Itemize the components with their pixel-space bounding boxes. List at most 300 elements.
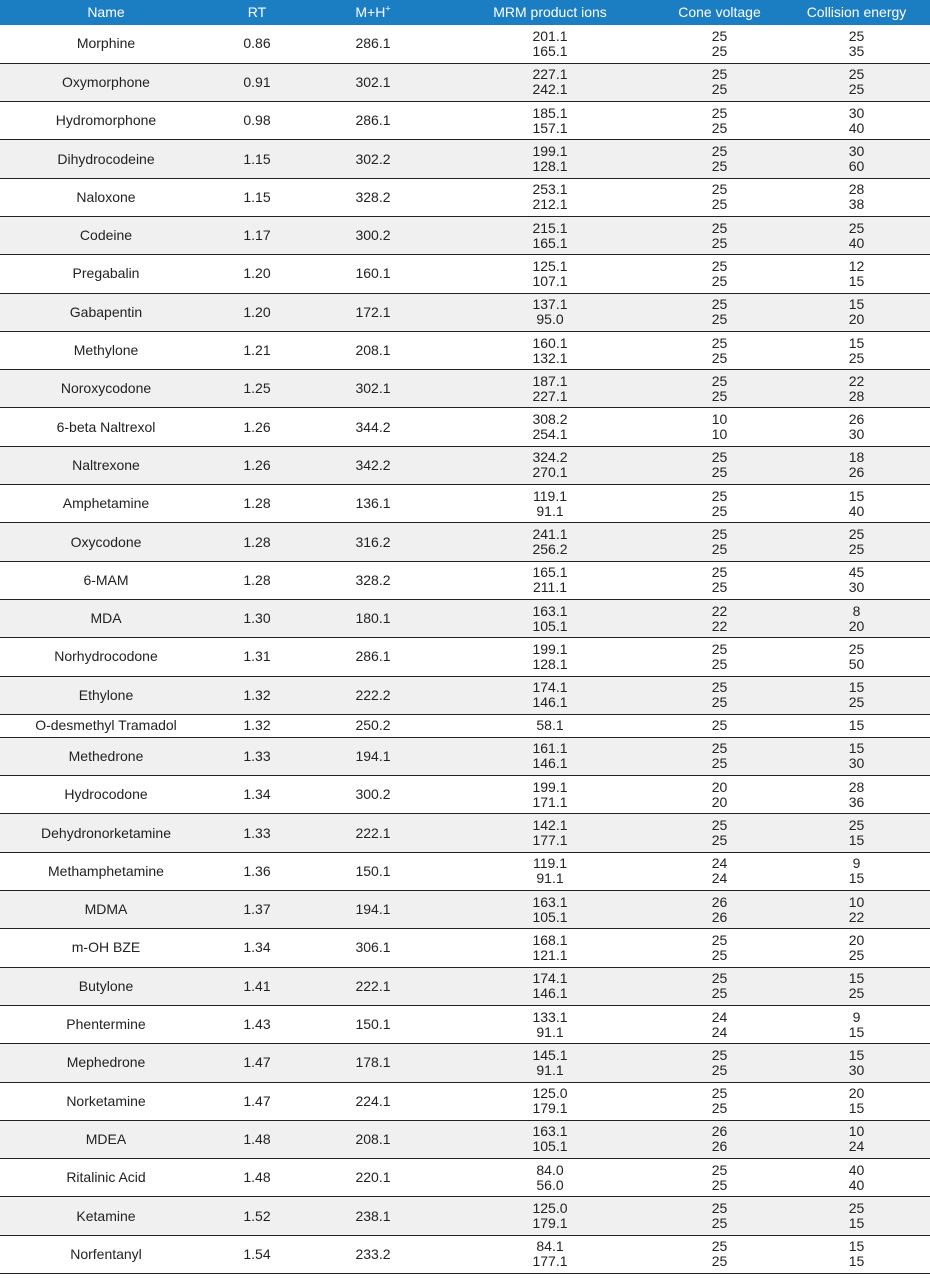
cell-rt: 1.48 [243, 1130, 271, 1147]
cell-product-ions [444, 1235, 656, 1273]
cell-value: 15 [848, 832, 865, 849]
cell-value: 212.1 [532, 196, 568, 213]
cell-value: 199.1 [532, 143, 568, 160]
cell-rt: 1.48 [243, 1169, 271, 1186]
cell-rt: 1.15 [243, 150, 271, 167]
table-row [0, 599, 930, 637]
cell-value: 324.2 [532, 449, 568, 466]
cell-rt: 1.26 [243, 418, 271, 435]
cell-mh: 302.2 [355, 150, 391, 167]
cell-rt: 1.26 [243, 456, 271, 473]
cell-value: 25 [711, 970, 728, 987]
cell-value: 25 [848, 694, 865, 711]
cell-rt: 1.28 [243, 571, 271, 588]
cell-mh: 286.1 [355, 648, 391, 665]
cell-name: Norketamine [66, 1092, 146, 1109]
cell-value: 24 [711, 870, 728, 887]
cell-collision-energy [783, 891, 930, 929]
table-row [0, 1235, 930, 1273]
cell-value: 28 [848, 387, 865, 404]
cell-value: 254.1 [532, 426, 568, 443]
cell-name: Oxymorphone [62, 73, 150, 90]
cell-value: 15 [848, 1023, 865, 1040]
cell-value: 56.0 [536, 1176, 564, 1193]
cell-value: 146.1 [532, 755, 568, 772]
cell-collision-energy [783, 737, 930, 775]
cell-collision-energy [783, 1235, 930, 1273]
cell-mh: 300.2 [355, 786, 391, 803]
cell-value: 50 [848, 655, 865, 672]
cell-mh: 150.1 [355, 1016, 391, 1033]
cell-product-ions [444, 967, 656, 1005]
cell-collision-energy [783, 523, 930, 561]
cell-name: MDEA [85, 1130, 127, 1147]
cell-value: 91.1 [536, 502, 564, 519]
cell-mh: 160.1 [355, 265, 391, 282]
cell-value: 91.1 [536, 1023, 564, 1040]
cell-value: 15 [848, 717, 865, 734]
cell-value: 15 [848, 334, 865, 351]
table-row [0, 370, 930, 408]
cell-value: 165.1 [532, 564, 568, 581]
cell-name: MDMA [84, 901, 128, 918]
cell-cone-voltage [656, 1159, 783, 1197]
cell-value: 25 [711, 817, 728, 834]
cell-value: 242.1 [532, 81, 568, 98]
cell-value: 10 [848, 893, 865, 910]
cell-value: 25 [711, 1100, 728, 1117]
cell-mh: 302.1 [355, 73, 391, 90]
cell-product-ions [444, 599, 656, 637]
cell-value: 25 [711, 42, 728, 59]
cell-rt: 1.32 [243, 686, 271, 703]
cell-value: 25 [711, 257, 728, 274]
cell-value: 25 [711, 1253, 728, 1270]
table-row [0, 929, 930, 967]
cell-value: 26 [711, 908, 728, 925]
cell-value: 163.1 [532, 602, 568, 619]
cell-value: 125.0 [532, 1200, 568, 1217]
cell-product-ions [444, 1120, 656, 1158]
cell-value: 25 [711, 985, 728, 1002]
cell-value: 157.1 [532, 119, 568, 136]
cell-value: 15 [848, 487, 865, 504]
cell-product-ions [444, 1197, 656, 1235]
cell-value: 256.2 [532, 541, 568, 557]
cell-cone-voltage [656, 293, 783, 331]
cell-value: 163.1 [532, 893, 568, 910]
cell-value: 215.1 [532, 219, 568, 236]
cell-product-ions [444, 891, 656, 929]
cell-collision-energy [783, 852, 930, 890]
cell-name: Dehydronorketamine [41, 824, 171, 841]
cell-value: 26 [848, 464, 865, 481]
cell-cone-voltage [656, 737, 783, 775]
cell-value: 25 [711, 694, 728, 711]
cell-name: Methylone [73, 342, 139, 359]
cell-value: 84.1 [536, 1238, 564, 1255]
table-row [0, 676, 930, 714]
cell-collision-energy [783, 140, 930, 178]
cell-value: 40 [848, 1161, 865, 1178]
cell-value: 199.1 [532, 640, 568, 657]
cell-product-ions [444, 331, 656, 369]
cell-rt: 1.28 [243, 533, 271, 550]
cell-name: Pregabalin [72, 265, 140, 282]
cell-cone-voltage [656, 1120, 783, 1158]
table-row [0, 891, 930, 929]
cell-value: 30 [848, 579, 865, 596]
cell-rt: 1.20 [243, 303, 271, 320]
cell-product-ions [444, 255, 656, 293]
cell-value: 25 [711, 464, 728, 481]
cell-name: Ketamine [76, 1207, 136, 1224]
cell-value: 28 [848, 778, 865, 795]
cell-mh: 306.1 [355, 939, 391, 956]
cell-value: 91.1 [536, 870, 564, 887]
cell-name: Codeine [79, 227, 133, 244]
cell-value: 25 [711, 946, 728, 963]
header-mh-sup: + [385, 3, 391, 14]
cell-value: 30 [848, 755, 865, 772]
header-rt: RT [247, 4, 267, 20]
cell-value: 107.1 [532, 272, 568, 289]
cell-value: 25 [848, 81, 865, 98]
cell-collision-energy [783, 599, 930, 637]
cell-value: 18 [848, 449, 865, 466]
cell-value: 119.1 [533, 487, 567, 504]
table-row [0, 140, 930, 178]
cell-value: 171.1 [532, 793, 568, 810]
cell-value: 30 [848, 426, 865, 443]
cell-value: 146.1 [532, 694, 568, 711]
cell-name: Norhydrocodone [54, 648, 158, 665]
cell-collision-energy [783, 814, 930, 852]
table-row [0, 561, 930, 599]
cell-value: 24 [848, 1138, 865, 1155]
cell-value: 95.0 [536, 311, 564, 328]
cell-cone-voltage [656, 63, 783, 101]
cell-value: 30 [848, 1061, 865, 1078]
cell-value: 26 [711, 1138, 728, 1155]
cell-cone-voltage [656, 929, 783, 967]
cell-value: 10 [711, 426, 728, 443]
cell-value: 40 [848, 502, 865, 519]
cell-rt: 1.36 [243, 862, 271, 879]
cell-name: Naloxone [76, 188, 136, 205]
cell-value: 105.1 [532, 908, 568, 925]
table-row [0, 638, 930, 676]
cell-rt: 1.32 [243, 717, 271, 734]
cell-value: 121.1 [532, 946, 568, 963]
cell-cone-voltage [656, 25, 783, 63]
cell-cone-voltage [656, 408, 783, 446]
cell-value: 22 [711, 602, 728, 619]
cell-product-ions [444, 140, 656, 178]
cell-mh: 286.1 [355, 35, 391, 52]
cell-cone-voltage [656, 638, 783, 676]
cell-cone-voltage [656, 1082, 783, 1120]
header-mrm-ions: MRM product ions [493, 4, 607, 20]
cell-value: 15 [848, 272, 865, 289]
header-mh-label: M+H [355, 4, 386, 20]
cell-value: 25 [711, 655, 728, 672]
cell-mh: 342.2 [355, 456, 391, 473]
table-row [0, 178, 930, 216]
cell-rt: 1.52 [243, 1207, 271, 1224]
cell-name: Noroxycodone [60, 380, 152, 397]
cell-value: 174.1 [532, 970, 568, 987]
cell-value: 253.1 [532, 181, 568, 198]
cell-value: 227.1 [532, 387, 568, 404]
cell-name: Hydrocodone [64, 786, 148, 803]
cell-product-ions [444, 25, 656, 63]
cell-collision-energy [783, 102, 930, 140]
cell-name: O-desmethyl Tramadol [35, 717, 177, 734]
cell-value: 25 [711, 143, 728, 160]
cell-value: 45 [848, 564, 865, 581]
table-row [0, 293, 930, 331]
cell-cone-voltage [656, 370, 783, 408]
cell-value: 25 [711, 27, 728, 44]
cell-value: 128.1 [532, 655, 568, 672]
table-row [0, 523, 930, 561]
cell-value: 105.1 [532, 617, 568, 634]
cell-value: 25 [711, 81, 728, 98]
cell-value: 15 [848, 1253, 865, 1270]
cell-collision-energy [783, 714, 930, 737]
cell-value: 25 [711, 296, 728, 313]
cell-value: 25 [711, 679, 728, 696]
cell-name: MDA [90, 610, 122, 627]
cell-mh: 344.2 [355, 418, 391, 435]
cell-collision-energy [783, 408, 930, 446]
cell-cone-voltage [656, 599, 783, 637]
table-row [0, 1159, 930, 1197]
cell-value: 25 [711, 1161, 728, 1178]
table-row [0, 1005, 930, 1043]
cell-rt: 1.34 [243, 939, 271, 956]
cell-rt: 1.41 [243, 977, 271, 994]
cell-name: Dihydrocodeine [57, 150, 155, 167]
cell-value: 20 [848, 617, 865, 634]
cell-value: 165.1 [532, 42, 568, 59]
cell-value: 227.1 [532, 66, 568, 83]
cell-value: 12 [848, 257, 865, 274]
cell-mh: 194.1 [355, 901, 391, 918]
cell-value: 133.1 [532, 1008, 568, 1025]
table-row [0, 1197, 930, 1235]
cell-value: 25 [848, 946, 865, 963]
cell-mh: 194.1 [355, 747, 391, 764]
cell-cone-voltage [656, 216, 783, 254]
cell-mh: 172.1 [355, 303, 391, 320]
cell-value: 30 [848, 104, 865, 121]
cell-value: 177.1 [532, 1253, 568, 1270]
cell-collision-energy [783, 967, 930, 1005]
cell-value: 36 [848, 793, 865, 810]
cell-name: Amphetamine [62, 495, 150, 512]
cell-value: 211.1 [533, 579, 567, 596]
cell-product-ions [444, 852, 656, 890]
cell-value: 308.2 [532, 411, 568, 428]
cell-cone-voltage [656, 776, 783, 814]
cell-value: 38 [848, 196, 865, 213]
cell-value: 25 [711, 119, 728, 136]
cell-mh: 220.1 [355, 1169, 391, 1186]
cell-name: 6-MAM [83, 571, 129, 588]
cell-value: 161.1 [532, 740, 568, 757]
cell-value: 25 [711, 931, 728, 948]
cell-collision-energy [783, 638, 930, 676]
table-row [0, 446, 930, 484]
cell-cone-voltage [656, 485, 783, 523]
cell-value: 25 [848, 985, 865, 1002]
cell-value: 25 [711, 1061, 728, 1078]
cell-value: 15 [848, 1215, 865, 1232]
cell-name: Methamphetamine [48, 862, 164, 879]
table-row [0, 852, 930, 890]
cell-cone-voltage [656, 967, 783, 1005]
cell-value: 119.1 [533, 855, 567, 872]
table-row [0, 1044, 930, 1082]
cell-mh: 178.1 [355, 1054, 391, 1071]
cell-product-ions [444, 676, 656, 714]
cell-mh: 250.2 [355, 717, 391, 734]
cell-value: 22 [711, 617, 728, 634]
header-name: Name [87, 4, 125, 20]
cell-product-ions [444, 63, 656, 101]
cell-value: 60 [848, 158, 865, 175]
cell-value: 25 [711, 755, 728, 772]
cell-value: 25 [711, 196, 728, 213]
cell-collision-energy [783, 1044, 930, 1082]
header-mh [302, 0, 444, 25]
table-row [0, 714, 930, 737]
cell-rt: 1.20 [243, 265, 271, 282]
cell-rt: 1.43 [243, 1016, 271, 1033]
cell-value: 105.1 [532, 1138, 568, 1155]
cell-name: Ritalinic Acid [66, 1169, 146, 1186]
cell-value: 179.1 [532, 1215, 568, 1232]
cell-name: Ethylone [78, 686, 134, 703]
cell-mh: 233.2 [355, 1245, 391, 1262]
cell-value: 35 [848, 42, 865, 59]
cell-value: 137.1 [532, 296, 568, 313]
table-row [0, 1120, 930, 1158]
cell-value: 25 [711, 526, 728, 542]
cell-value: 24 [711, 1008, 728, 1025]
cell-product-ions [444, 178, 656, 216]
cell-value: 15 [848, 296, 865, 313]
cell-value: 15 [848, 1238, 865, 1255]
cell-value: 25 [848, 66, 865, 83]
table-header [0, 0, 930, 25]
cell-value: 168.1 [532, 931, 568, 948]
cell-collision-energy [783, 255, 930, 293]
cell-rt: 1.54 [243, 1245, 271, 1262]
cell-value: 25 [711, 541, 728, 557]
cell-value: 132.1 [532, 349, 568, 366]
cell-collision-energy [783, 485, 930, 523]
cell-mh: 222.1 [355, 977, 391, 994]
cell-collision-energy [783, 216, 930, 254]
cell-cone-voltage [656, 891, 783, 929]
cell-value: 9 [852, 1008, 861, 1025]
cell-value: 25 [848, 541, 865, 557]
cell-collision-energy [783, 929, 930, 967]
cell-value: 160.1 [532, 334, 568, 351]
cell-value: 24 [711, 855, 728, 872]
table-row [0, 1082, 930, 1120]
cell-value: 25 [711, 272, 728, 289]
cell-value: 25 [711, 1085, 728, 1102]
cell-collision-energy [783, 1005, 930, 1043]
cell-name: Methedrone [68, 747, 144, 764]
cell-value: 40 [848, 234, 865, 251]
cell-value: 25 [711, 372, 728, 389]
header-collision-energy: Collision energy [806, 4, 907, 20]
cell-value: 22 [848, 908, 865, 925]
cell-rt: 1.17 [243, 227, 271, 244]
cell-mh: 300.2 [355, 227, 391, 244]
cell-product-ions [444, 561, 656, 599]
cell-cone-voltage [656, 1005, 783, 1043]
cell-product-ions [444, 370, 656, 408]
cell-value: 125.0 [532, 1085, 568, 1102]
cell-value: 25 [711, 1176, 728, 1193]
cell-value: 15 [848, 740, 865, 757]
cell-mh: 136.1 [355, 495, 391, 512]
table-row [0, 967, 930, 1005]
cell-collision-energy [783, 370, 930, 408]
cell-name: Oxycodone [70, 533, 142, 550]
table-row [0, 776, 930, 814]
table-row [0, 408, 930, 446]
cell-value: 25 [711, 1200, 728, 1217]
cell-cone-voltage [656, 1235, 783, 1273]
cell-name: 6-beta Naltrexol [56, 418, 156, 435]
cell-value: 25 [711, 181, 728, 198]
cell-mh: 316.2 [355, 533, 391, 550]
table-row [0, 25, 930, 63]
cell-value: 9 [852, 855, 861, 872]
cell-collision-energy [783, 1159, 930, 1197]
cell-cone-voltage [656, 852, 783, 890]
cell-name: Phentermine [66, 1016, 146, 1033]
cell-value: 20 [711, 778, 728, 795]
table-row [0, 63, 930, 101]
cell-value: 25 [711, 234, 728, 251]
cell-rt: 1.30 [243, 610, 271, 627]
cell-value: 20 [711, 793, 728, 810]
cell-rt: 1.31 [243, 648, 271, 665]
cell-product-ions [444, 523, 656, 561]
cell-value: 165.1 [532, 234, 568, 251]
cell-value: 146.1 [532, 985, 568, 1002]
cell-value: 25 [711, 640, 728, 657]
cell-mh: 286.1 [355, 112, 391, 129]
cell-value: 25 [711, 1215, 728, 1232]
cell-mh: 222.2 [355, 686, 391, 703]
cell-mh: 224.1 [355, 1092, 391, 1109]
cell-name: Norfentanyl [70, 1245, 142, 1262]
cell-value: 25 [711, 66, 728, 83]
cell-value: 58.1 [536, 717, 564, 734]
cell-value: 15 [848, 970, 865, 987]
table-row [0, 814, 930, 852]
cell-value: 40 [848, 119, 865, 136]
